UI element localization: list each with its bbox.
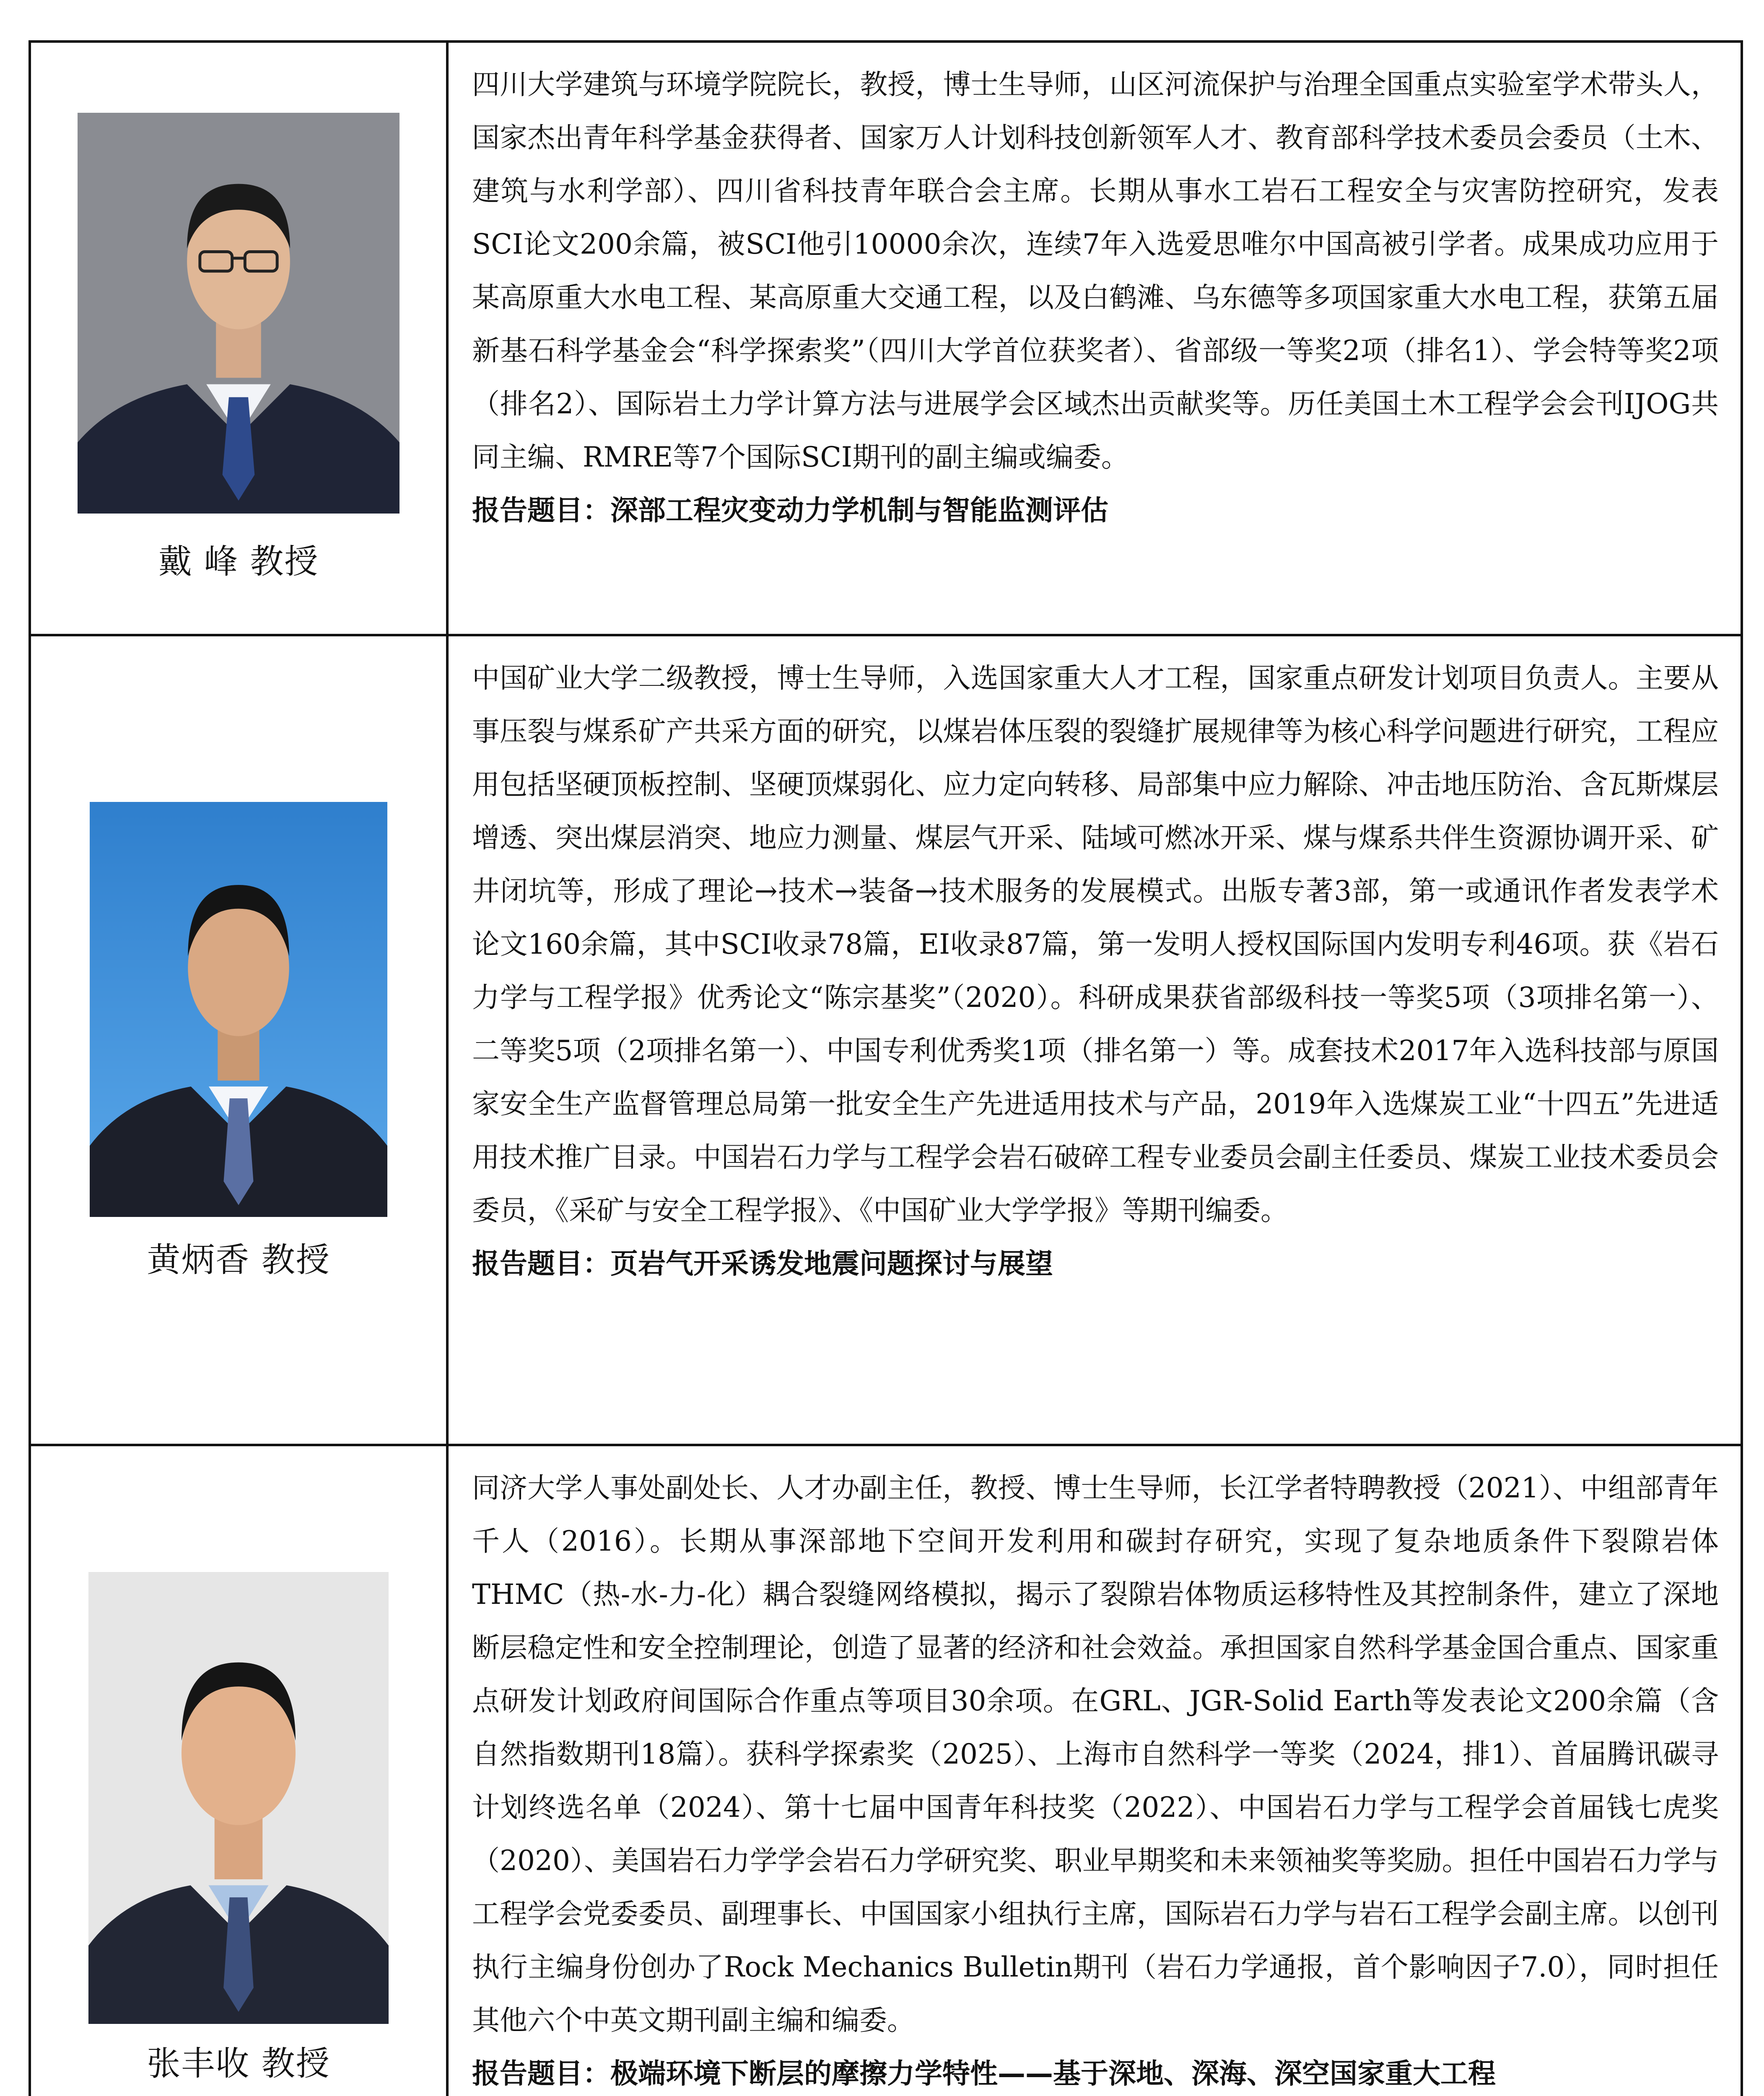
topic-label: 报告题目： xyxy=(472,1248,610,1280)
speaker-topic xyxy=(449,2047,1741,2096)
speaker-name: 张丰收 教授 xyxy=(147,2044,330,2083)
speaker-table xyxy=(29,40,1743,2096)
topic-label: 报告题目： xyxy=(472,494,610,527)
speaker-bio-cell xyxy=(447,1445,1742,2096)
portrait-photo-icon xyxy=(88,1572,389,2024)
portrait-photo-icon xyxy=(78,113,399,514)
topic-title: 深部工程灾变动力学机制与智能监测评估 xyxy=(610,494,1108,527)
speaker-bio: 四川大学建筑与环境学院院长，教授，博士生导师，山区河流保护与治理全国重点实验室学术带头人，国家杰出青年科学基金获得者、国家万人计划科技创新领军人才、教育部科学技术委员会委员（土木、建筑与水利学部）、四川省科技青年联合会主席。长期从事水工岩石工程安全与灾害防控研究，发表SCI论文200余篇，被SCI他引10000余次，连续7年入选爱思唯尔中国高被引学者。成果成功应用于某高原重大水电工程、某高原重大交通工程，以及白鹤滩、乌东德等多项国家重大水电工程，获第五届新基石科学基金会“科学探索奖”（四川大学首位获奖者）、省部级一等奖2项（排名1）、学会特等奖2项（排名2）、国际岩土力学计算方法与进展学会区域杰出贡献奖等。历任美国土木工程学会会刊IJOG共同主编、RMRE等7个国际SCI期刊的副主编或编委。 xyxy=(472,68,1719,473)
speaker-bio-cell xyxy=(447,635,1742,1445)
speaker-photo-cell xyxy=(30,635,447,1445)
portrait-photo-icon xyxy=(90,802,387,1217)
speaker-photo-cell xyxy=(30,1445,447,2096)
speaker-row xyxy=(30,42,1742,635)
topic-title: 页岩气开采诱发地震问题探讨与展望 xyxy=(610,1248,1053,1280)
speaker-bio-cell xyxy=(447,42,1742,635)
speaker-bio: 中国矿业大学二级教授，博士生导师，入选国家重大人才工程，国家重点研发计划项目负责人。主要从事压裂与煤系矿产共采方面的研究，以煤岩体压裂的裂缝扩展规律等为核心科学问题进行研究，工程应用包括坚硬顶板控制、坚硬顶煤弱化、应力定向转移、局部集中应力解除、冲击地压防治、含瓦斯煤层增透、突出煤层消突、地应力测量、煤层气开采、陆域可燃冰开采、煤与煤系共伴生资源协调开采、矿井闭坑等，形成了理论→技术→装备→技术服务的发展模式。出版专著3部，第一或通讯作者发表学术论文160余篇，其中SCI收录78篇，EI收录87篇，第一发明人授权国际国内发明专利46项。获《岩石力学与工程学报》优秀论文“陈宗基奖”（2020）。科研成果获省部级科技一等奖5项（3项排名第一）、二等奖5项（2项排名第一）、中国专利优秀奖1项（排名第一）等。成套技术2017年入选科技部与原国家安全生产监督管理总局第一批安全生产先进适用技术与产品，2019年入选煤炭工业“十四五”先进适用技术推广目录。中国岩石力学与工程学会岩石破碎工程专业委员会副主任委员、煤炭工业技术委员会委员，《采矿与安全工程学报》、《中国矿业大学学报》等期刊编委。 xyxy=(472,662,1719,1227)
speaker-topic xyxy=(449,1237,1741,1290)
speaker-row xyxy=(30,1445,1742,2096)
speaker-bio: 同济大学人事处副处长、人才办副主任，教授、博士生导师，长江学者特聘教授（2021）、中组部青年千人（2016）。长期从事深部地下空间开发利用和碳封存研究，实现了复杂地质条件下裂隙岩体THMC（热-水-力-化）耦合裂缝网络模拟，揭示了裂隙岩体物质运移特性及其控制条件，建立了深地断层稳定性和安全控制理论，创造了显著的经济和社会效益。承担国家自然科学基金国合重点、国家重点研发计划政府间国际合作重点等项目30余项。在GRL、JGR-Solid Earth等发表论文200余篇（含自然指数期刊18篇）。获科学探索奖（2025）、上海市自然科学一等奖（2024，排1）、首届腾讯碳寻计划终选名单（2024）、第十七届中国青年科技奖（2022）、中国岩石力学与工程学会首届钱七虎奖（2020）、美国岩石力学学会岩石力学研究奖、职业早期奖和未来领袖奖等奖励。担任中国岩石力学与工程学会党委委员、副理事长、中国国家小组执行主席，国际岩石力学与岩石工程学会副主席。以创刊执行主编身份创办了Rock Mechanics Bulletin期刊（岩石力学通报，首个影响因子7.0），同时担任其他六个中英文期刊副主编和编委。 xyxy=(472,1472,1719,2036)
topic-title: 极端环境下断层的摩擦力学特性——基于深地、深海、深空国家重大工程 xyxy=(610,2057,1496,2090)
speaker-name: 戴 峰 教授 xyxy=(158,542,319,581)
speaker-name: 黄炳香 教授 xyxy=(147,1240,330,1279)
topic-label: 报告题目： xyxy=(472,2057,610,2090)
speaker-photo-cell xyxy=(30,42,447,635)
speaker-topic xyxy=(449,484,1741,537)
speaker-row xyxy=(30,635,1742,1445)
